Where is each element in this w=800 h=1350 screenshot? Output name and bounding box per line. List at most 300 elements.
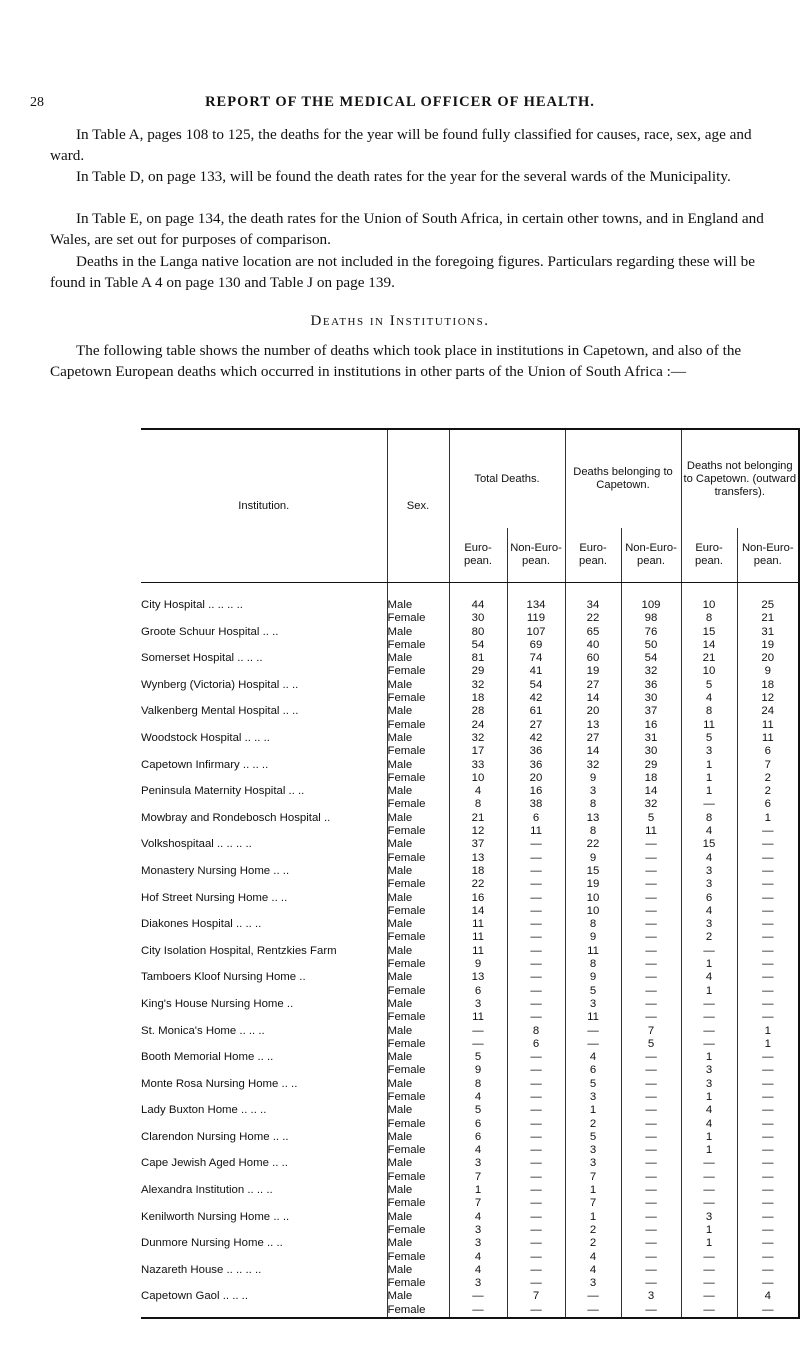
value-cell: 6 xyxy=(681,892,737,905)
sex-cell: Male xyxy=(387,865,449,878)
value-cell: — xyxy=(507,1197,565,1210)
value-cell: 20 xyxy=(565,705,621,718)
value-cell: 9 xyxy=(565,852,621,865)
value-cell: 3 xyxy=(449,998,507,1011)
sex-cell: Male xyxy=(387,1131,449,1144)
institution-name xyxy=(141,705,387,718)
value-cell: 8 xyxy=(681,612,737,625)
table-row xyxy=(141,732,799,745)
institution-name xyxy=(141,971,387,984)
value-cell: — xyxy=(621,1078,681,1091)
value-cell: — xyxy=(681,798,737,811)
value-cell: 12 xyxy=(449,825,507,838)
value-cell: — xyxy=(737,1051,799,1064)
value-cell: — xyxy=(621,1157,681,1170)
value-cell: 11 xyxy=(621,825,681,838)
sex-cell: Male xyxy=(387,1290,449,1303)
institution-label: St. Monica's Home xyxy=(141,1024,237,1037)
value-cell: — xyxy=(737,1251,799,1264)
sex-cell: Male xyxy=(387,1104,449,1117)
table-row xyxy=(141,1118,799,1131)
value-cell: — xyxy=(737,985,799,998)
value-cell: 1 xyxy=(681,772,737,785)
value-cell: 5 xyxy=(681,732,737,745)
value-cell: 5 xyxy=(449,1051,507,1064)
value-cell: 3 xyxy=(681,918,737,931)
header-not-belonging-european: Euro-pean. xyxy=(681,528,737,583)
table-row xyxy=(141,1078,799,1091)
institution-label: Peninsula Maternity Hospital xyxy=(141,785,286,798)
leader-dots: .. .. .. xyxy=(239,758,269,771)
value-cell: — xyxy=(737,1157,799,1170)
value-cell: 10 xyxy=(565,905,621,918)
value-cell: 4 xyxy=(449,1251,507,1264)
value-cell: — xyxy=(507,1144,565,1157)
value-cell: — xyxy=(449,1038,507,1051)
table-row xyxy=(141,1051,799,1064)
value-cell: 4 xyxy=(681,905,737,918)
value-cell: 7 xyxy=(449,1197,507,1210)
value-cell: 5 xyxy=(681,679,737,692)
paragraph-2: In Table D, on page 133, will be found the death rates for the year for the several wards of the Municipality. xyxy=(76,168,731,185)
institution-name xyxy=(141,1184,387,1197)
table-row xyxy=(141,1251,799,1264)
sex-cell: Female xyxy=(387,1118,449,1131)
institution-deaths-table xyxy=(141,428,799,1350)
value-cell: 1 xyxy=(565,1104,621,1117)
sex-cell: Female xyxy=(387,639,449,652)
table-row xyxy=(141,1277,799,1290)
leader-dots: .. .. xyxy=(279,678,299,691)
leader-dots: .. .. xyxy=(279,705,299,718)
table-row xyxy=(141,1171,799,1184)
value-cell: — xyxy=(507,892,565,905)
value-cell: 107 xyxy=(507,626,565,639)
value-cell: 14 xyxy=(565,745,621,758)
institution-label: Kenilworth Nursing Home xyxy=(141,1210,271,1223)
table-row xyxy=(141,958,799,971)
sex-cell: Female xyxy=(387,1277,449,1290)
institution-blank xyxy=(141,1197,387,1210)
value-cell: 65 xyxy=(565,626,621,639)
value-cell: — xyxy=(681,945,737,958)
table-row xyxy=(141,1011,799,1024)
value-cell: — xyxy=(737,1224,799,1237)
value-cell: 19 xyxy=(565,878,621,891)
sex-cell: Female xyxy=(387,612,449,625)
value-cell: — xyxy=(449,1025,507,1038)
value-cell: 134 xyxy=(507,599,565,612)
value-cell: — xyxy=(565,1304,621,1318)
value-cell: 8 xyxy=(565,825,621,838)
table-row xyxy=(141,772,799,785)
institution-blank xyxy=(141,825,387,838)
institution-blank xyxy=(141,905,387,918)
paragraph-1: In Table A, pages 108 to 125, the deaths for the year will be found fully classified for causes, race, sex, age and ward. xyxy=(50,126,752,164)
header-belonging-european: Euro-pean. xyxy=(565,528,621,583)
value-cell: — xyxy=(621,1104,681,1117)
value-cell: — xyxy=(565,1038,621,1051)
value-cell: — xyxy=(737,1264,799,1277)
sex-cell: Male xyxy=(387,1184,449,1197)
leader-dots: .. .. xyxy=(254,1051,274,1064)
value-cell: 28 xyxy=(449,705,507,718)
institution-name xyxy=(141,1025,387,1038)
value-cell: 2 xyxy=(681,931,737,944)
institution-name xyxy=(141,812,387,825)
value-cell: 32 xyxy=(621,798,681,811)
value-cell: — xyxy=(507,1251,565,1264)
value-cell: 30 xyxy=(449,612,507,625)
institution-blank xyxy=(141,612,387,625)
value-cell: 42 xyxy=(507,692,565,705)
value-cell: 3 xyxy=(565,1144,621,1157)
institution-name xyxy=(141,652,387,665)
value-cell: 22 xyxy=(565,838,621,851)
sex-cell: Male xyxy=(387,759,449,772)
value-cell: — xyxy=(507,838,565,851)
sex-cell: Female xyxy=(387,985,449,998)
header-total-european: Euro-pean. xyxy=(449,528,507,583)
value-cell: — xyxy=(621,1144,681,1157)
table-row xyxy=(141,1211,799,1224)
value-cell: — xyxy=(737,838,799,851)
value-cell: 1 xyxy=(681,985,737,998)
sex-cell: Female xyxy=(387,692,449,705)
sex-cell: Female xyxy=(387,798,449,811)
value-cell: — xyxy=(621,931,681,944)
institution-name xyxy=(141,785,387,798)
value-cell: 32 xyxy=(449,679,507,692)
value-cell: 6 xyxy=(449,1118,507,1131)
value-cell: 1 xyxy=(681,785,737,798)
value-cell: — xyxy=(507,985,565,998)
value-cell: — xyxy=(621,1064,681,1077)
institution-blank xyxy=(141,1064,387,1077)
leader-dots: .. .. .. xyxy=(232,918,262,931)
value-cell: 37 xyxy=(621,705,681,718)
institution-name xyxy=(141,892,387,905)
value-cell: 8 xyxy=(681,812,737,825)
value-cell: — xyxy=(507,865,565,878)
value-cell: — xyxy=(621,1264,681,1277)
institution-name xyxy=(141,1211,387,1224)
value-cell: 9 xyxy=(565,931,621,944)
value-cell: 18 xyxy=(621,772,681,785)
paragraph-3: In Table E, on page 134, the death rates for the Union of South Africa, in certain other towns, and in England and Wales, are set out for purposes of comparison. xyxy=(50,210,764,248)
institution-blank xyxy=(141,692,387,705)
table-row xyxy=(141,745,799,758)
value-cell: 4 xyxy=(565,1264,621,1277)
value-cell: 13 xyxy=(449,971,507,984)
value-cell: 9 xyxy=(449,958,507,971)
sex-cell: Male xyxy=(387,1051,449,1064)
value-cell: 36 xyxy=(507,759,565,772)
table-row xyxy=(141,1104,799,1117)
value-cell: 11 xyxy=(507,825,565,838)
value-cell: 11 xyxy=(681,719,737,732)
sex-cell: Female xyxy=(387,1091,449,1104)
value-cell: 30 xyxy=(621,692,681,705)
value-cell: — xyxy=(507,905,565,918)
table-row xyxy=(141,998,799,1011)
institution-name xyxy=(141,679,387,692)
value-cell: — xyxy=(507,1304,565,1318)
value-cell: 3 xyxy=(449,1224,507,1237)
institution-blank xyxy=(141,665,387,678)
sex-cell: Female xyxy=(387,1304,449,1318)
value-cell: 3 xyxy=(449,1277,507,1290)
header-total-deaths: Total Deaths. xyxy=(449,429,565,528)
institution-label: Capetown Gaol xyxy=(141,1290,220,1303)
value-cell: — xyxy=(737,918,799,931)
institution-blank xyxy=(141,1038,387,1051)
sex-cell: Male xyxy=(387,652,449,665)
table-row xyxy=(141,679,799,692)
value-cell: 2 xyxy=(737,772,799,785)
value-cell: 42 xyxy=(507,732,565,745)
table-row xyxy=(141,892,799,905)
value-cell: 3 xyxy=(449,1157,507,1170)
value-cell: 7 xyxy=(737,759,799,772)
value-cell: — xyxy=(621,918,681,931)
institution-name xyxy=(141,918,387,931)
value-cell: — xyxy=(507,931,565,944)
table-row xyxy=(141,838,799,851)
value-cell: — xyxy=(681,998,737,1011)
value-cell: 4 xyxy=(449,1211,507,1224)
table-row xyxy=(141,918,799,931)
table-row xyxy=(141,705,799,718)
value-cell: 13 xyxy=(565,719,621,732)
sex-cell: Male xyxy=(387,998,449,1011)
institution-blank xyxy=(141,1171,387,1184)
value-cell: — xyxy=(507,1091,565,1104)
value-cell: — xyxy=(681,1171,737,1184)
leader-dots: .. .. xyxy=(269,1130,289,1143)
table-row xyxy=(141,719,799,732)
leader-dots: .. .. xyxy=(268,891,288,904)
table-row xyxy=(141,1091,799,1104)
value-cell: 4 xyxy=(681,852,737,865)
value-cell: — xyxy=(681,1290,737,1303)
value-cell: 2 xyxy=(565,1237,621,1250)
sex-cell: Female xyxy=(387,825,449,838)
value-cell: — xyxy=(621,1184,681,1197)
value-cell: 4 xyxy=(681,971,737,984)
sex-cell: Male xyxy=(387,626,449,639)
value-cell: 3 xyxy=(565,1091,621,1104)
value-cell: 2 xyxy=(737,785,799,798)
value-cell: 4 xyxy=(737,1290,799,1303)
value-cell: — xyxy=(681,1304,737,1318)
value-cell: 8 xyxy=(681,705,737,718)
value-cell: 11 xyxy=(449,918,507,931)
value-cell: 8 xyxy=(507,1025,565,1038)
value-cell: 3 xyxy=(681,745,737,758)
value-cell: — xyxy=(737,878,799,891)
sex-cell: Male xyxy=(387,1237,449,1250)
value-cell: — xyxy=(507,1237,565,1250)
sex-cell: Female xyxy=(387,931,449,944)
institution-blank xyxy=(141,931,387,944)
value-cell: 1 xyxy=(737,1025,799,1038)
value-cell: 1 xyxy=(681,1051,737,1064)
value-cell: 1 xyxy=(681,1224,737,1237)
value-cell: — xyxy=(507,918,565,931)
value-cell: 32 xyxy=(449,732,507,745)
institution-label: Nazareth House xyxy=(141,1263,224,1276)
institution-blank xyxy=(141,1277,387,1290)
value-cell: 22 xyxy=(449,878,507,891)
page-number: 28 xyxy=(30,95,44,110)
value-cell: 30 xyxy=(621,745,681,758)
institution-blank xyxy=(141,639,387,652)
value-cell: — xyxy=(681,1197,737,1210)
institution-label: Monte Rosa Nursing Home xyxy=(141,1077,279,1090)
table-row xyxy=(141,612,799,625)
value-cell: 8 xyxy=(565,918,621,931)
institution-blank xyxy=(141,852,387,865)
value-cell: 11 xyxy=(737,719,799,732)
value-cell: — xyxy=(737,971,799,984)
value-cell: 37 xyxy=(449,838,507,851)
value-cell: 1 xyxy=(681,759,737,772)
institution-label: Lady Buxton Home xyxy=(141,1104,238,1117)
value-cell: 11 xyxy=(449,931,507,944)
table-row xyxy=(141,1304,799,1318)
table-row xyxy=(141,971,799,984)
value-cell: 2 xyxy=(565,1224,621,1237)
institution-label: Alexandra Institution xyxy=(141,1184,245,1197)
value-cell: — xyxy=(507,971,565,984)
value-cell: — xyxy=(737,1184,799,1197)
institution-name xyxy=(141,1104,387,1117)
value-cell: — xyxy=(681,1264,737,1277)
value-cell: 21 xyxy=(449,812,507,825)
institution-name xyxy=(141,732,387,745)
value-cell: 15 xyxy=(681,626,737,639)
value-cell: 19 xyxy=(565,665,621,678)
value-cell: — xyxy=(621,905,681,918)
value-cell: 54 xyxy=(507,679,565,692)
table-row xyxy=(141,1197,799,1210)
value-cell: 9 xyxy=(565,772,621,785)
leader-dots: .. .. .. .. xyxy=(204,599,243,611)
institution-label: Tamboers Kloof Nursing Home xyxy=(141,971,297,984)
value-cell: 3 xyxy=(565,1157,621,1170)
leader-dots: .. .. .. xyxy=(234,652,263,665)
value-cell: 61 xyxy=(507,705,565,718)
value-cell: — xyxy=(621,1211,681,1224)
value-cell: — xyxy=(737,865,799,878)
institution-blank xyxy=(141,745,387,758)
table-row xyxy=(141,1131,799,1144)
value-cell: 3 xyxy=(565,998,621,1011)
value-cell: 3 xyxy=(681,865,737,878)
table-row xyxy=(141,1224,799,1237)
value-cell: 27 xyxy=(565,679,621,692)
leader-dots: .. .. xyxy=(259,625,279,638)
value-cell: — xyxy=(449,1290,507,1303)
value-cell: — xyxy=(507,1211,565,1224)
value-cell: 81 xyxy=(449,652,507,665)
value-cell: — xyxy=(507,878,565,891)
leader-dots: .. .. .. xyxy=(236,1024,265,1037)
value-cell: 12 xyxy=(737,692,799,705)
value-cell: — xyxy=(507,1011,565,1024)
table-row xyxy=(141,626,799,639)
institution-label: Valkenberg Mental Hospital xyxy=(141,705,280,718)
sex-cell: Male xyxy=(387,1264,449,1277)
table-row xyxy=(141,599,799,612)
table-row xyxy=(141,1290,799,1303)
sex-cell: Male xyxy=(387,1157,449,1170)
table-row xyxy=(141,945,799,958)
value-cell: 11 xyxy=(565,945,621,958)
value-cell: 76 xyxy=(621,626,681,639)
value-cell: 109 xyxy=(621,599,681,612)
table-row xyxy=(141,1038,799,1051)
value-cell: 8 xyxy=(565,798,621,811)
sex-cell: Female xyxy=(387,1038,449,1051)
sex-cell: Female xyxy=(387,1251,449,1264)
value-cell: 3 xyxy=(681,1211,737,1224)
value-cell: — xyxy=(737,1144,799,1157)
value-cell: — xyxy=(737,825,799,838)
value-cell: — xyxy=(621,1224,681,1237)
value-cell: — xyxy=(621,958,681,971)
sex-cell: Male xyxy=(387,732,449,745)
institution-name xyxy=(141,1051,387,1064)
value-cell: 5 xyxy=(565,1131,621,1144)
header-not-belonging-non-european: Non-Euro-pean. xyxy=(737,528,799,583)
value-cell: 7 xyxy=(621,1025,681,1038)
value-cell: 2 xyxy=(565,1118,621,1131)
value-cell: 5 xyxy=(565,1078,621,1091)
value-cell: — xyxy=(565,1025,621,1038)
value-cell: 16 xyxy=(449,892,507,905)
table-row xyxy=(141,812,799,825)
value-cell: 27 xyxy=(507,719,565,732)
value-cell: — xyxy=(737,892,799,905)
value-cell: 41 xyxy=(507,665,565,678)
leader-dots: .. .. xyxy=(278,1077,298,1090)
institution-label: Cape Jewish Aged Home xyxy=(141,1157,269,1170)
value-cell: 11 xyxy=(565,1011,621,1024)
table-row xyxy=(141,878,799,891)
institution-blank xyxy=(141,798,387,811)
leader-dots: .. xyxy=(320,811,331,824)
value-cell: 5 xyxy=(621,1038,681,1051)
value-cell: 31 xyxy=(621,732,681,745)
value-cell: — xyxy=(737,1304,799,1318)
value-cell: — xyxy=(737,1277,799,1290)
value-cell: 17 xyxy=(449,745,507,758)
value-cell: — xyxy=(621,1051,681,1064)
institution-label: Wynberg (Victoria) Hospital xyxy=(141,678,280,691)
sex-cell: Male xyxy=(387,1078,449,1091)
institution-label: Groote Schuur Hospital xyxy=(141,625,260,638)
sex-cell: Female xyxy=(387,719,449,732)
value-cell: — xyxy=(507,958,565,971)
value-cell: — xyxy=(621,1251,681,1264)
institution-name xyxy=(141,838,387,851)
value-cell: 13 xyxy=(565,812,621,825)
value-cell: — xyxy=(621,1304,681,1318)
value-cell: — xyxy=(621,892,681,905)
value-cell: — xyxy=(621,971,681,984)
